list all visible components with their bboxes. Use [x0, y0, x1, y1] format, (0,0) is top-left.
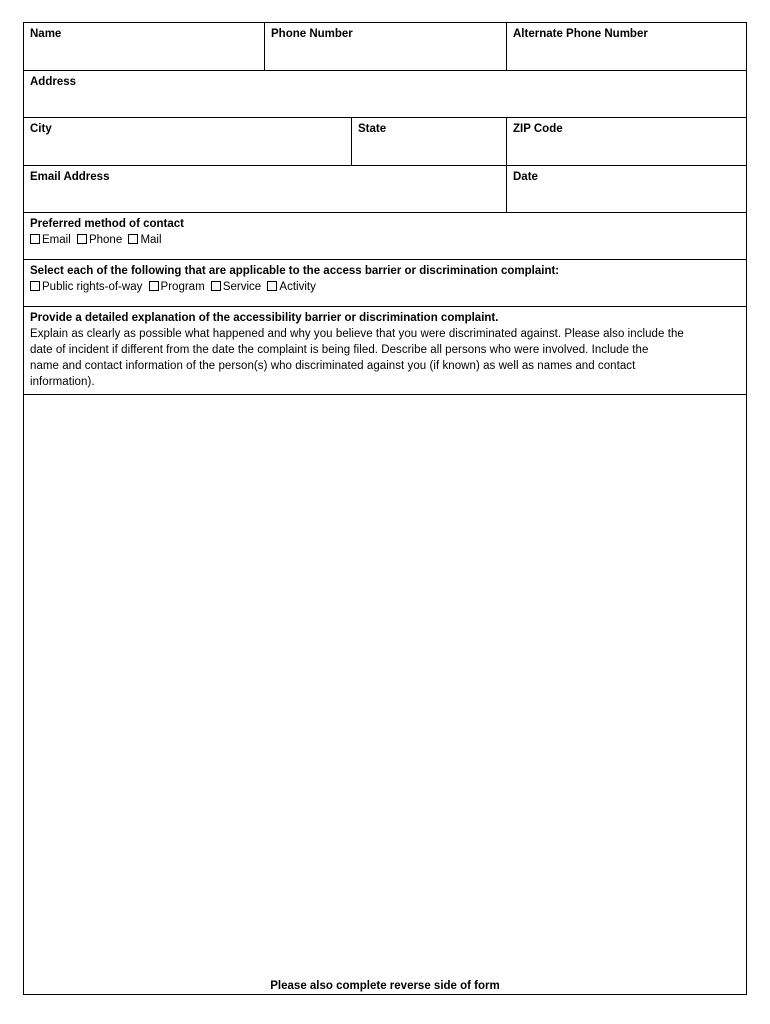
phone-label: Phone Number	[271, 28, 353, 40]
zip-field[interactable]	[507, 118, 746, 165]
applicable-option-label: Public rights-of-way	[42, 281, 143, 293]
explanation-response-area[interactable]	[24, 395, 746, 994]
reverse-side-note: Please also complete reverse side of form	[270, 980, 500, 992]
address-label: Address	[30, 76, 77, 88]
applicable-option-label: Service	[222, 281, 262, 293]
preferred-contact-label: Preferred method of contact	[30, 218, 184, 230]
applicable-option-activity[interactable]	[267, 279, 315, 296]
checkbox-icon[interactable]	[128, 234, 138, 244]
applicable-section	[24, 260, 746, 306]
checkbox-icon[interactable]	[77, 234, 87, 244]
phone-field[interactable]	[265, 23, 507, 70]
email-label: Email Address	[30, 171, 110, 183]
row-city-state-zip	[24, 118, 746, 166]
applicable-option-program[interactable]	[149, 279, 205, 296]
date-field[interactable]	[507, 166, 746, 212]
city-field[interactable]	[24, 118, 352, 165]
row-email-date	[24, 166, 746, 213]
zip-label: ZIP Code	[513, 123, 563, 135]
applicable-option-service[interactable]	[211, 279, 261, 296]
contact-option-label: Email	[42, 234, 71, 246]
row-name-phone	[24, 23, 746, 71]
contact-options	[30, 232, 740, 249]
name-field[interactable]	[24, 23, 265, 70]
checkbox-icon[interactable]	[30, 281, 40, 291]
checkbox-icon[interactable]	[267, 281, 277, 291]
row-address	[24, 71, 746, 118]
row-applicable-categories	[24, 260, 746, 307]
explanation-line: Explain as clearly as possible what happened and why you believe that you were discriminated against. Please also include the	[30, 328, 684, 340]
alternate-phone-field[interactable]	[507, 23, 746, 70]
row-preferred-contact	[24, 213, 746, 260]
checkbox-icon[interactable]	[149, 281, 159, 291]
state-field[interactable]	[352, 118, 507, 165]
alternate-phone-label: Alternate Phone Number	[513, 28, 648, 40]
email-field[interactable]	[24, 166, 507, 212]
complaint-form	[23, 22, 747, 995]
contact-option-phone[interactable]	[77, 232, 122, 249]
city-label: City	[30, 123, 52, 135]
explanation-line: information).	[30, 376, 95, 388]
name-label: Name	[30, 28, 62, 40]
explanation-line: date of incident if different from the date the complaint is being filed. Describe all persons who were involved. Include the	[30, 344, 649, 356]
explanation-heading: Provide a detailed explanation of the accessibility barrier or discrimination complaint.	[30, 312, 499, 324]
date-label: Date	[513, 171, 538, 183]
contact-option-label: Mail	[140, 234, 162, 246]
contact-option-mail[interactable]	[128, 232, 161, 249]
contact-option-label: Phone	[88, 234, 123, 246]
applicable-options	[30, 279, 740, 296]
contact-option-email[interactable]	[30, 232, 71, 249]
explanation-instructions	[24, 307, 746, 394]
checkbox-icon[interactable]	[30, 234, 40, 244]
explanation-line: name and contact information of the person(s) who discriminated against you (if known) as well as names and contact	[30, 360, 636, 372]
row-explanation-instructions	[24, 307, 746, 395]
applicable-option-label: Activity	[279, 281, 316, 293]
applicable-option-label: Program	[160, 281, 205, 293]
preferred-contact-section	[24, 213, 746, 259]
applicable-option-public-rights-of-way[interactable]	[30, 279, 142, 296]
address-field[interactable]	[24, 71, 746, 117]
checkbox-icon[interactable]	[211, 281, 221, 291]
applicable-label: Select each of the following that are applicable to the access barrier or discrimination complaint:	[30, 265, 560, 277]
state-label: State	[358, 123, 387, 135]
